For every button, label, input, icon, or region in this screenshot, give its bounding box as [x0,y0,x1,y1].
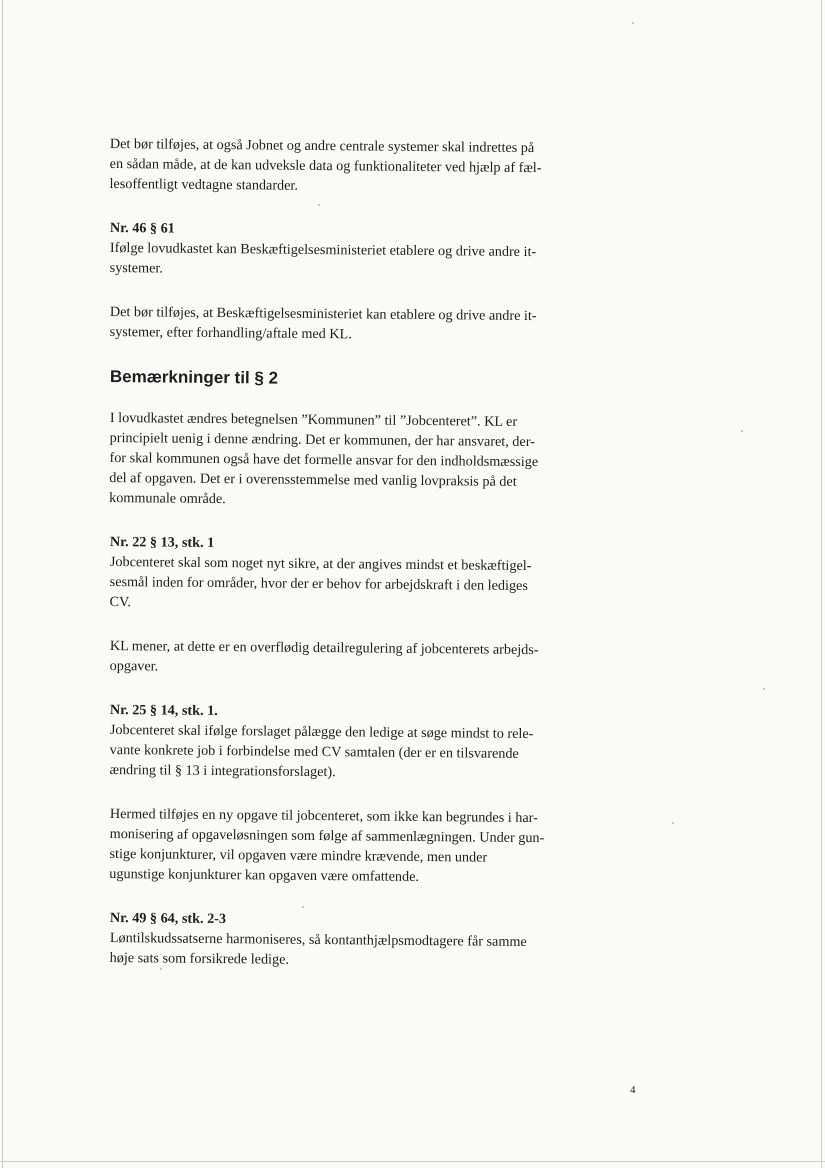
scan-speck [632,22,634,24]
text-line: Hermed tilføjes en ny opgave til jobcenteret, som ikke kan begrundes i har- [109,805,538,827]
text-line: Det bør tilføjes, at også Jobnet og andre centrale systemer skal indrettes på [109,135,535,157]
text-line: Løntilskudssatserne harmoniseres, så kontanthjælpsmodtagere får samme [109,929,527,951]
paragraph [109,134,600,199]
provision-reference: Nr. 25 § 14, stk. 1. [109,701,218,720]
provision-reference: Nr. 46 § 61 [109,219,175,237]
scan-bottom-edge [0,1161,825,1162]
text-line: for skal kommunen også have det formelle ansvar for den indholdsmæssige [109,449,539,471]
text-line: vante konkrete job i forbindelse med CV samtalen (der er en tilsvarende [109,741,519,762]
text-line: systemer. [109,259,163,277]
text-line: høje sats som forsikrede ledige. [109,949,290,968]
paragraph [109,804,600,889]
text-line: CV. [109,593,132,611]
text-line: systemer, efter forhandling/aftale med KL. [109,323,352,343]
text-line: Jobcenteret skal som noget nyt sikre, at der angives mindst et beskæftigel- [109,553,532,575]
provision-block [110,700,600,780]
text-line: monisering af opgaveløsningen som følge af sammenlægningen. Under gun- [109,825,545,847]
text-line: kommunale område. [109,489,226,508]
text-line: Det bør tilføjes, at Beskæftigelsesministeriet kan etablere og drive andre it- [109,303,537,325]
paragraph-block [110,408,600,508]
scan-speck [763,688,765,690]
section-heading-block [110,366,600,388]
provision-reference: Nr. 22 § 13, stk. 1 [109,533,215,552]
text-line: ugunstige konjunkturer kan opgaven være omfattende. [109,865,420,885]
scan-right-edge [821,0,822,1168]
provision-block [110,532,600,612]
paragraph [110,238,600,283]
text-line: sesmål inden for områder, hvor der er behov for arbejdskraft i den lediges [109,573,528,595]
text-line: Ifølge lovudkastet kan Beskæftigelsesministeriet etablere og drive andre it- [109,239,537,261]
document-body [110,134,600,992]
text-line: en sådan måde, at de kan udveksle data og funktionaliteter ved hjælp af fæl- [109,155,542,177]
text-line: KL mener, at dette er en overflødig detailregulering af jobcenterets arbejds- [109,637,539,659]
paragraph-block [110,636,600,676]
text-line: I lovudkastet ændres betegnelsen ”Kommunen” til ”Jobcenteret”. KL er [109,409,518,430]
paragraph-block [110,134,600,194]
paragraph [109,552,600,617]
paragraph [109,408,600,513]
text-line: principielt uenig i denne ændring. Det er kommunen, der har ansvaret, der- [109,429,535,451]
paragraph [109,720,600,785]
scan-left-edge [2,0,3,1168]
provision-block [110,908,600,968]
text-line: lesoffentligt vedtagne standarder. [109,175,299,194]
paragraph-block [110,302,600,342]
provision-block [110,218,600,278]
page-number: 4 [630,1084,636,1096]
paragraph [110,928,600,973]
paragraph [110,636,600,681]
paragraph-block [110,804,600,884]
paragraph [110,302,600,347]
scan-speck [741,430,743,432]
scan-speck [672,822,674,824]
text-line: opgaver. [109,657,159,675]
text-line: del af opgaven. Det er i overensstemmelse med vanlig lovpraksis på det [109,469,517,490]
text-line: Jobcenteret skal ifølge forslaget pålægge den ledige at søge mindst to rele- [109,721,534,743]
text-line: ændring til § 13 i integrationsforslaget). [109,761,336,781]
section-heading: Bemærkninger til § 2 [109,366,279,388]
provision-reference: Nr. 49 § 64, stk. 2-3 [109,909,227,928]
text-line: stige konjunkturer, vil opgaven være mindre krævende, men under [109,845,488,866]
